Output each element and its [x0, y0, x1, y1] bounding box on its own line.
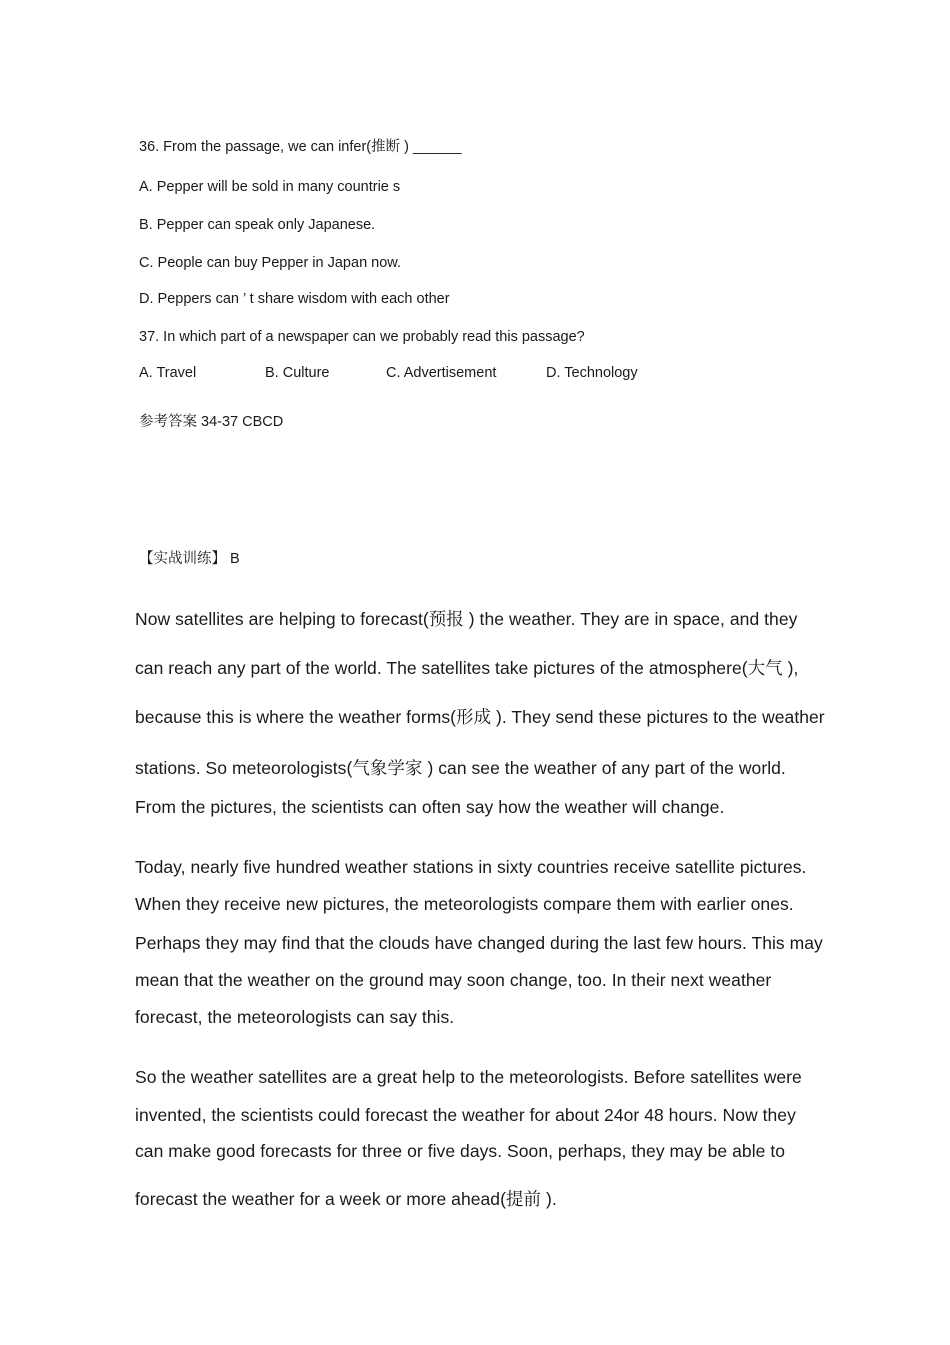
passage-line: Perhaps they may find that the clouds have changed during the last few hours. This may [135, 933, 823, 953]
question-37-option-c: C. Advertisement [386, 365, 497, 381]
question-36-option-d: D. Peppers can ’ t share wisdom with each other [139, 291, 450, 307]
practice-heading: 【实战训练】 B [139, 551, 240, 567]
question-36-option-c: C. People can buy Pepper in Japan now. [139, 255, 401, 271]
passage-line: can reach any part of the world. The satellites take pictures of the atmosphere(大气 ), [135, 658, 799, 678]
passage-line: can make good forecasts for three or five days. Soon, perhaps, they may be able to [135, 1141, 786, 1161]
question-36-option-b: B. Pepper can speak only Japanese. [139, 217, 376, 233]
passage-line: mean that the weather on the ground may soon change, too. In their next weather [135, 970, 772, 990]
question-37-option-b: B. Culture [265, 365, 330, 381]
passage-line: When they receive new pictures, the meteorologists compare them with earlier ones. [135, 894, 794, 914]
question-37-option-d: D. Technology [546, 365, 638, 381]
passage-line: because this is where the weather forms(形成 ). They send these pictures to the weather [135, 707, 825, 727]
question-36-stem: 36. From the passage, we can infer(推断 ) ______ [139, 139, 462, 155]
passage-line: Today, nearly five hundred weather stations in sixty countries receive satellite pictures. [135, 857, 807, 877]
passage-line: forecast, the meteorologists can say this. [135, 1007, 455, 1027]
question-37-stem: 37. In which part of a newspaper can we probably read this passage? [139, 329, 585, 345]
passage-line: From the pictures, the scientists can often say how the weather will change. [135, 797, 725, 817]
passage-line: invented, the scientists could forecast the weather for about 24or 48 hours. Now they [135, 1105, 796, 1125]
passage-line: forecast the weather for a week or more ahead(提前 ). [135, 1189, 557, 1209]
passage-line: So the weather satellites are a great help to the meteorologists. Before satellites were [135, 1067, 802, 1087]
passage-line: Now satellites are helping to forecast(预报 ) the weather. They are in space, and they [135, 609, 798, 629]
question-36-option-a: A. Pepper will be sold in many countrie s [139, 179, 401, 195]
passage-line: stations. So meteorologists(气象学家 ) can see the weather of any part of the world. [135, 758, 786, 778]
answer-key: 参考答案 34-37 CBCD [139, 414, 284, 430]
question-37-option-a: A. Travel [139, 365, 197, 381]
